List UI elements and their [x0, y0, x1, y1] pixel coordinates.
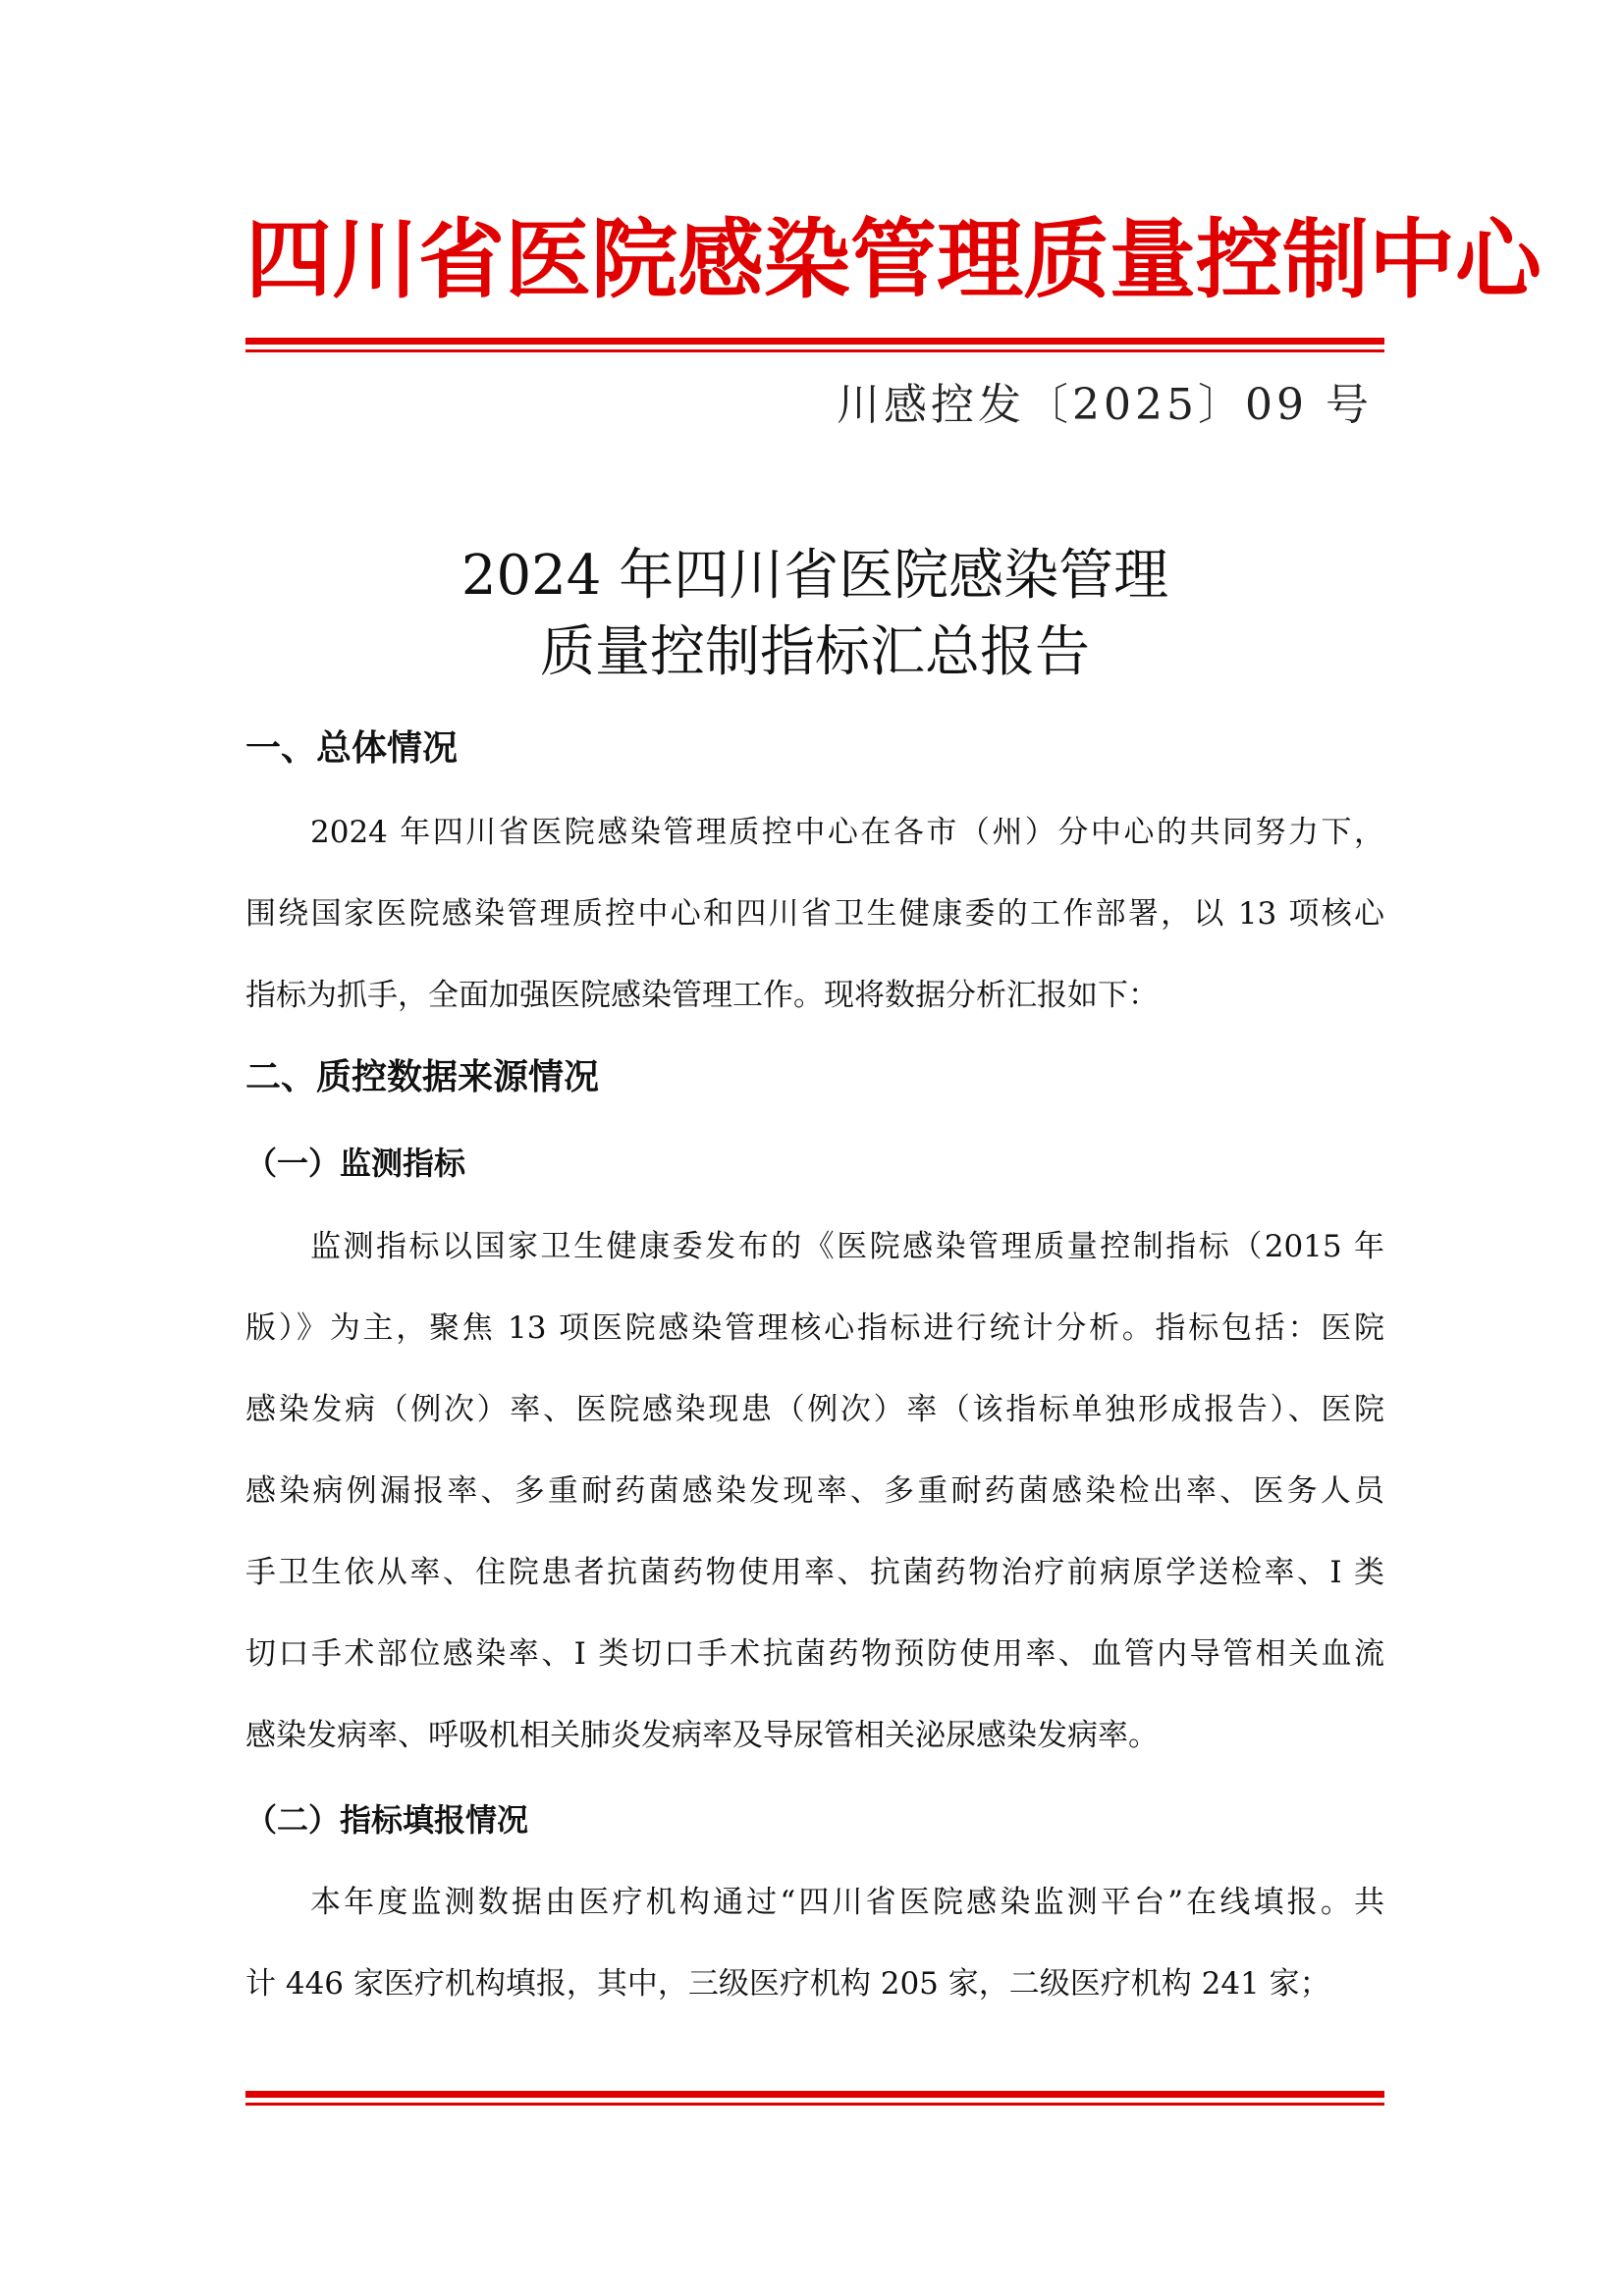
- paragraph-line: 手卫生依从率、住院患者抗菌药物使用率、抗菌药物治疗前病原学送检率、I 类: [245, 1555, 1384, 1590]
- paragraph-line: 版）》为主，聚焦 13 项医院感染管理核心指标进行统计分析。指标包括：医院: [245, 1310, 1384, 1346]
- paragraph-line: 切口手术部位感染率、I 类切口手术抗菌药物预防使用率、血管内导管相关血流: [245, 1636, 1384, 1672]
- paragraph-line: 本年度监测数据由医疗机构通过“四川省医院感染监测平台”在线填报。共: [310, 1885, 1384, 1920]
- red-divider-top: [245, 338, 1384, 352]
- report-title: [245, 538, 1384, 691]
- paragraph-line: 感染发病（例次）率、医院感染现患（例次）率（该指标单独形成报告）、医院: [245, 1392, 1384, 1427]
- masthead-title: 四川省医院感染管理质量控制中心: [245, 209, 1543, 310]
- report-title-line-1: 2024 年四川省医院感染管理: [460, 544, 1169, 608]
- document-number: 川感控发〔2025〕09 号: [837, 380, 1373, 430]
- subsection-heading-indicators: （一）监测指标: [245, 1145, 466, 1182]
- paragraph-line: 感染发病率、呼吸机相关肺炎发病率及导尿管相关泌尿感染发病率。: [245, 1718, 1159, 1753]
- section-heading-data-source: 二、质控数据来源情况: [245, 1057, 600, 1097]
- red-divider-bottom: [245, 2091, 1384, 2106]
- paragraph-line: 指标为抓手，全面加强医院感染管理工作。现将数据分析汇报如下：: [245, 978, 1159, 1013]
- report-title-line-2: 质量控制指标汇总报告: [540, 620, 1090, 684]
- subsection-heading-reporting: （二）指标填报情况: [245, 1801, 529, 1839]
- paragraph-line: 围绕国家医院感染管理质控中心和四川省卫生健康委的工作部署，以 13 项核心: [245, 896, 1384, 932]
- paragraph-line: 监测指标以国家卫生健康委发布的《医院感染管理质量控制指标（2015 年: [310, 1229, 1384, 1264]
- paragraph-line: 感染病例漏报率、多重耐药菌感染发现率、多重耐药菌感染检出率、医务人员: [245, 1473, 1384, 1509]
- section-heading-overview: 一、总体情况: [245, 728, 459, 769]
- paragraph-line: 2024 年四川省医院感染管理质控中心在各市（州）分中心的共同努力下，: [310, 815, 1384, 850]
- paragraph-line: 计 446 家医疗机构填报，其中，三级医疗机构 205 家，二级医疗机构 241 家；: [245, 1966, 1330, 2002]
